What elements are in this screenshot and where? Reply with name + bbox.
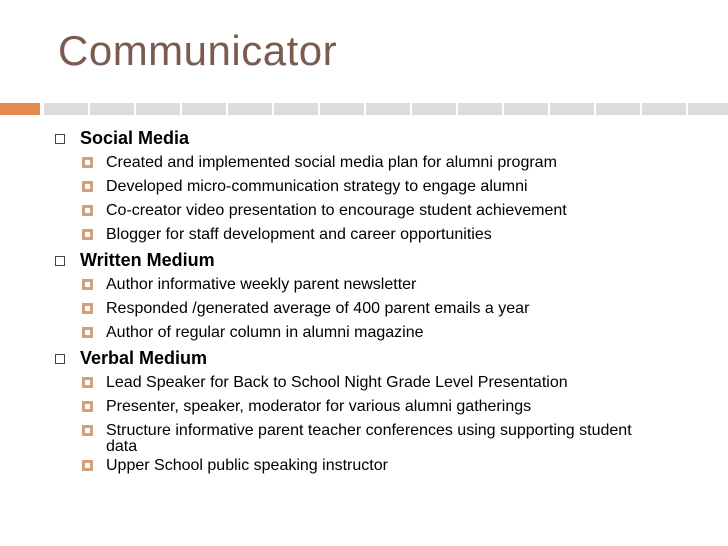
section-heading: Verbal Medium [80,348,208,368]
slide-title: Communicator [58,27,338,74]
list-item [82,298,715,322]
list-item-text: Responded /generated average of 400 parent emails a year [106,300,530,317]
square-bullet-icon [82,401,93,412]
square-bullet-icon [82,425,93,436]
list-item-text: Upper School public speaking instructor [106,457,388,474]
list-item [82,372,715,396]
square-bullet-icon [82,229,93,240]
sub-list [82,372,715,479]
section-heading: Written Medium [80,250,215,270]
list-item [82,274,715,298]
section-social-media [55,126,715,248]
slide-content [55,126,715,479]
square-bullet-icon [82,377,93,388]
list-item [82,224,715,248]
list-item-text: Blogger for staff development and career opportunities [106,226,492,243]
list-item [82,420,715,455]
list-item [82,152,715,176]
list-item-text: Developed micro-communication strategy to engage alumni [106,178,528,195]
list-item-text: Author informative weekly parent newsletter [106,276,417,293]
square-bullet-icon [55,354,65,364]
square-bullet-icon [82,157,93,168]
list-item-text: Structure informative parent teacher conferences using supporting student data [106,422,632,455]
section-heading: Social Media [80,128,190,148]
list-item [82,322,715,346]
list-item [82,176,715,200]
list-item [82,396,715,420]
list-item-text: Author of regular column in alumni magazine [106,324,424,341]
list-item-text: Co-creator video presentation to encourage student achievement [106,202,567,219]
list-item [82,455,715,479]
square-bullet-icon [55,134,65,144]
section-written-medium [55,248,715,346]
square-bullet-icon [82,279,93,290]
list-item-text: Presenter, speaker, moderator for various alumni gatherings [106,398,532,415]
square-bullet-icon [82,205,93,216]
title-rule-accent [0,103,40,115]
sub-list [82,152,715,248]
list-item-text: Lead Speaker for Back to School Night Grade Level Presentation [106,374,568,391]
square-bullet-icon [82,460,93,471]
square-bullet-icon [82,327,93,338]
square-bullet-icon [82,303,93,314]
section-verbal-medium [55,346,715,479]
list-item-text: Created and implemented social media plan for alumni program [106,154,557,171]
list-item [82,200,715,224]
title-rule-segments [44,103,728,115]
square-bullet-icon [82,181,93,192]
square-bullet-icon [55,256,65,266]
sub-list [82,274,715,346]
